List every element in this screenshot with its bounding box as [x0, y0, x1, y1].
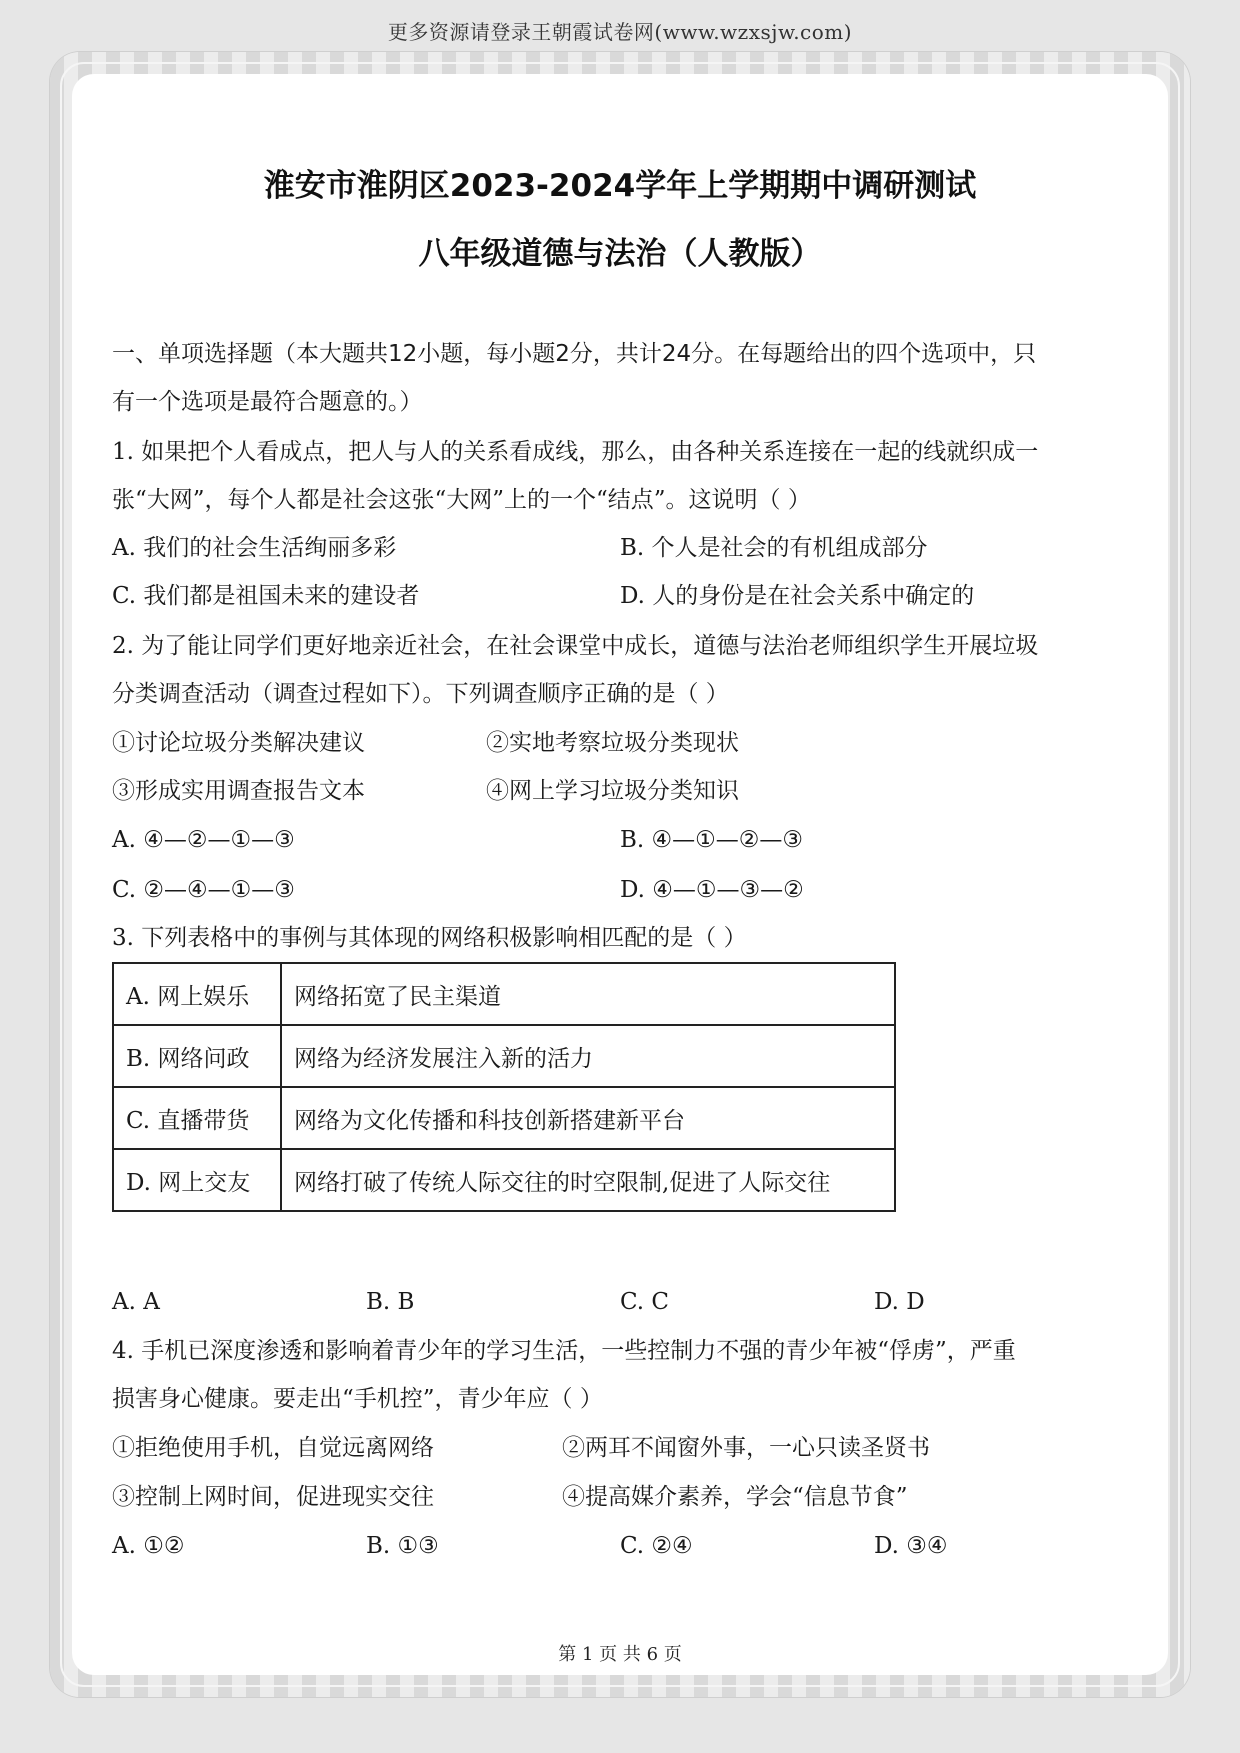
q4-stem-line2: 损害身心健康。要走出“手机控”，青少年应（ ） — [112, 1386, 603, 1412]
q1-option-d: D. 人的身份是在社会关系中确定的 — [620, 583, 975, 609]
table-row — [113, 963, 895, 1025]
q2-option-d: D. ④—①—③—② — [620, 877, 804, 903]
q4-option-a: A. ①② — [112, 1533, 185, 1559]
q2-stem-line2: 分类调查活动（调查过程如下）。下列调查顺序正确的是（ ） — [112, 681, 729, 707]
table-row — [113, 1087, 895, 1149]
q2-stem-line1: 2. 为了能让同学们更好地亲近社会，在社会课堂中成长，道德与法治老师组织学生开展垃圾 — [112, 633, 1039, 659]
table-row — [113, 1025, 895, 1087]
q1-stem-line2: 张“大网”，每个人都是社会这张“大网”上的一个“结点”。这说明（ ） — [112, 487, 811, 513]
q1-option-a: A. 我们的社会生活绚丽多彩 — [112, 535, 397, 561]
table-cell-example: C. 直播带货 — [113, 1087, 281, 1149]
q2-step-3: ③形成实用调查报告文本 — [112, 778, 365, 804]
table-cell-impact: 网络打破了传统人际交往的时空限制,促进了人际交往 — [281, 1149, 895, 1211]
table-cell-impact: 网络为经济发展注入新的活力 — [281, 1025, 895, 1087]
q2-step-4: ④网上学习垃圾分类知识 — [486, 778, 739, 804]
q3-option-b: B. B — [366, 1289, 415, 1315]
q2-step-1: ①讨论垃圾分类解决建议 — [112, 730, 365, 756]
q4-item-1: ①拒绝使用手机，自觉远离网络 — [112, 1435, 434, 1461]
q3-stem: 3. 下列表格中的事例与其体现的网络积极影响相匹配的是（ ） — [112, 925, 747, 951]
q3-option-a: A. A — [112, 1289, 160, 1315]
table-cell-impact: 网络拓宽了民主渠道 — [281, 963, 895, 1025]
section-heading-line1: 一、单项选择题（本大题共12小题，每小题2分，共计24分。在每题给出的四个选项中，只 — [112, 341, 1037, 367]
table-cell-example: D. 网上交友 — [113, 1149, 281, 1211]
q3-option-c: C. C — [620, 1289, 669, 1315]
q4-option-c: C. ②④ — [620, 1533, 693, 1559]
q2-step-2: ②实地考察垃圾分类现状 — [486, 730, 739, 756]
exam-subtitle: 八年级道德与法治（人教版） — [418, 236, 822, 272]
q2-option-b: B. ④—①—②—③ — [620, 827, 804, 853]
q3-option-d: D. D — [874, 1289, 925, 1315]
exam-title: 淮安市淮阴区2023-2024学年上学期期中调研测试 — [263, 168, 977, 204]
q1-option-b: B. 个人是社会的有机组成部分 — [620, 535, 928, 561]
page-number: 第 1 页 共 6 页 — [558, 1644, 682, 1665]
q2-option-a: A. ④—②—①—③ — [112, 827, 295, 853]
q4-option-d: D. ③④ — [874, 1533, 948, 1559]
q4-stem-line1: 4. 手机已深度渗透和影响着青少年的学习生活，一些控制力不强的青少年被“俘虏”，严重 — [112, 1338, 1016, 1364]
q4-item-3: ③控制上网时间，促进现实交往 — [112, 1484, 434, 1510]
q4-option-b: B. ①③ — [366, 1533, 439, 1559]
table-cell-impact: 网络为文化传播和科技创新搭建新平台 — [281, 1087, 895, 1149]
q2-option-c: C. ②—④—①—③ — [112, 877, 295, 903]
site-header: 更多资源请登录王朝霞试卷网(www.wzxsjw.com) — [387, 20, 853, 44]
q4-item-2: ②两耳不闻窗外事，一心只读圣贤书 — [562, 1435, 930, 1461]
q1-stem-line1: 1. 如果把个人看成点，把人与人的关系看成线，那么，由各种关系连接在一起的线就织成一 — [112, 439, 1039, 465]
table-row — [113, 1149, 895, 1211]
q4-item-4: ④提高媒介素养，学会“信息节食” — [562, 1484, 908, 1510]
table-cell-example: B. 网络问政 — [113, 1025, 281, 1087]
table-cell-example: A. 网上娱乐 — [113, 963, 281, 1025]
section-heading-line2: 有一个选项是最符合题意的。） — [112, 389, 423, 415]
q1-option-c: C. 我们都是祖国未来的建设者 — [112, 583, 420, 609]
q3-table — [112, 962, 896, 1212]
